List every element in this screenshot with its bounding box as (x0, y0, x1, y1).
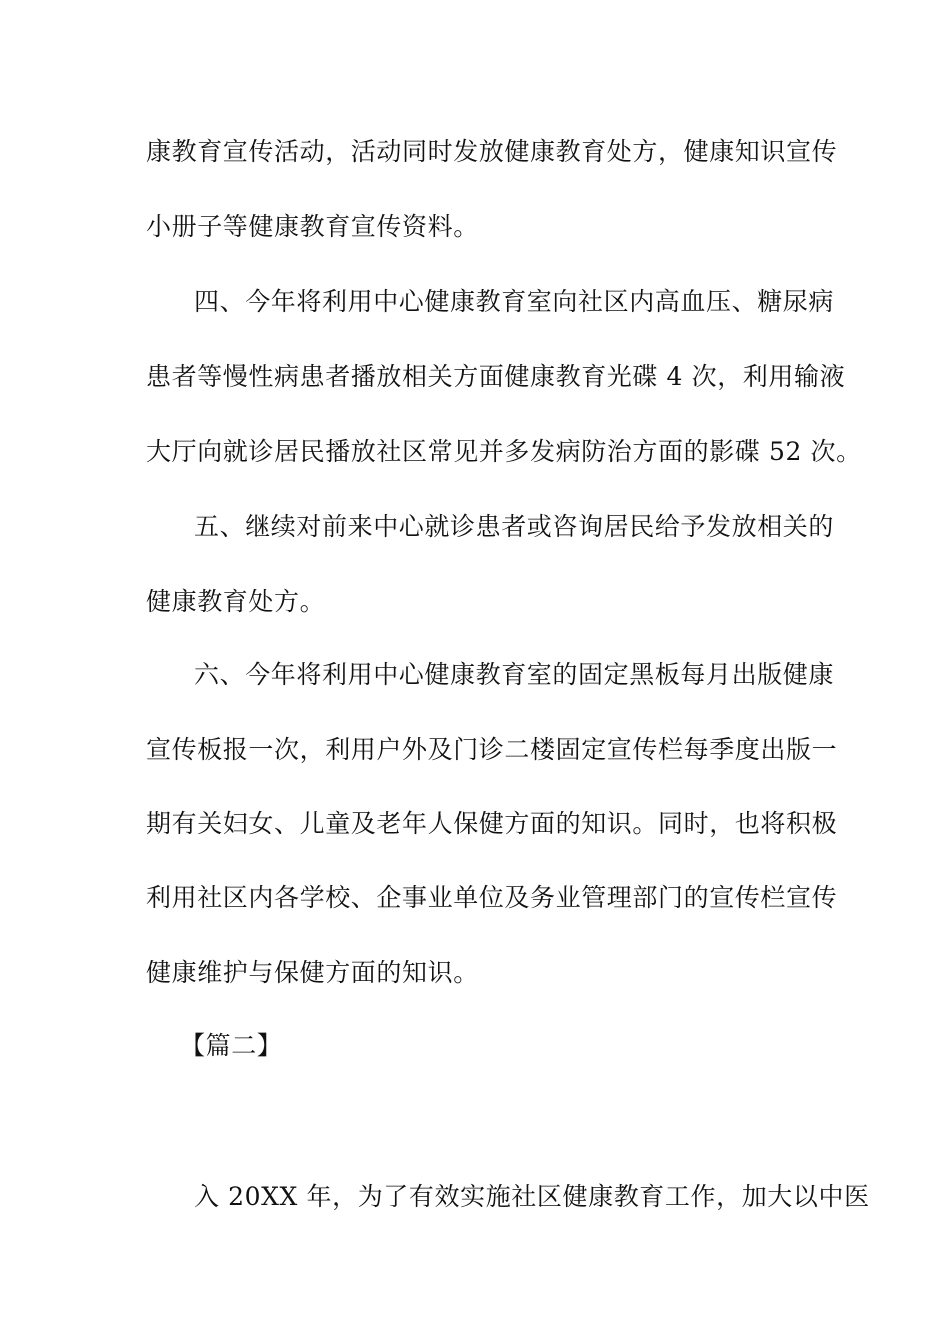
section-heading: 【篇二】 (180, 1031, 283, 1060)
paragraph-6-line-4: 利用社区内各学校、企事业单位及务业管理部门的宣传栏宣传 (146, 883, 838, 912)
paragraph-5-line-1: 五、继续对前来中心就诊患者或咨询居民给予发放相关的 (194, 512, 835, 541)
paragraph-6-line-2: 宣传板报一次，利用户外及门诊二楼固定宣传栏每季度出版一 (146, 735, 838, 764)
text-line-2: 小册子等健康教育宣传资料。 (146, 212, 479, 241)
paragraph-7-line-1: 入 20XX 年，为了有效实施社区健康教育工作，加大以中医 (194, 1182, 870, 1211)
paragraph-6-line-3: 期有关妇女、儿童及老年人保健方面的知识。同时，也将积极 (146, 809, 838, 838)
paragraph-4-line-3: 大厅向就诊居民播放社区常见并多发病防治方面的影碟 52 次。 (146, 437, 862, 466)
paragraph-6-line-5: 健康维护与保健方面的知识。 (146, 958, 479, 987)
paragraph-5-line-2: 健康教育处方。 (146, 587, 326, 616)
paragraph-4-line-1: 四、今年将利用中心健康教育室向社区内高血压、糖尿病 (194, 287, 835, 316)
text-line-1: 康教育宣传活动，活动同时发放健康教育处方，健康知识宣传 (146, 137, 838, 166)
paragraph-6-line-1: 六、今年将利用中心健康教育室的固定黑板每月出版健康 (194, 660, 835, 689)
paragraph-4-line-2: 患者等慢性病患者播放相关方面健康教育光碟 4 次，利用输液 (146, 362, 846, 391)
